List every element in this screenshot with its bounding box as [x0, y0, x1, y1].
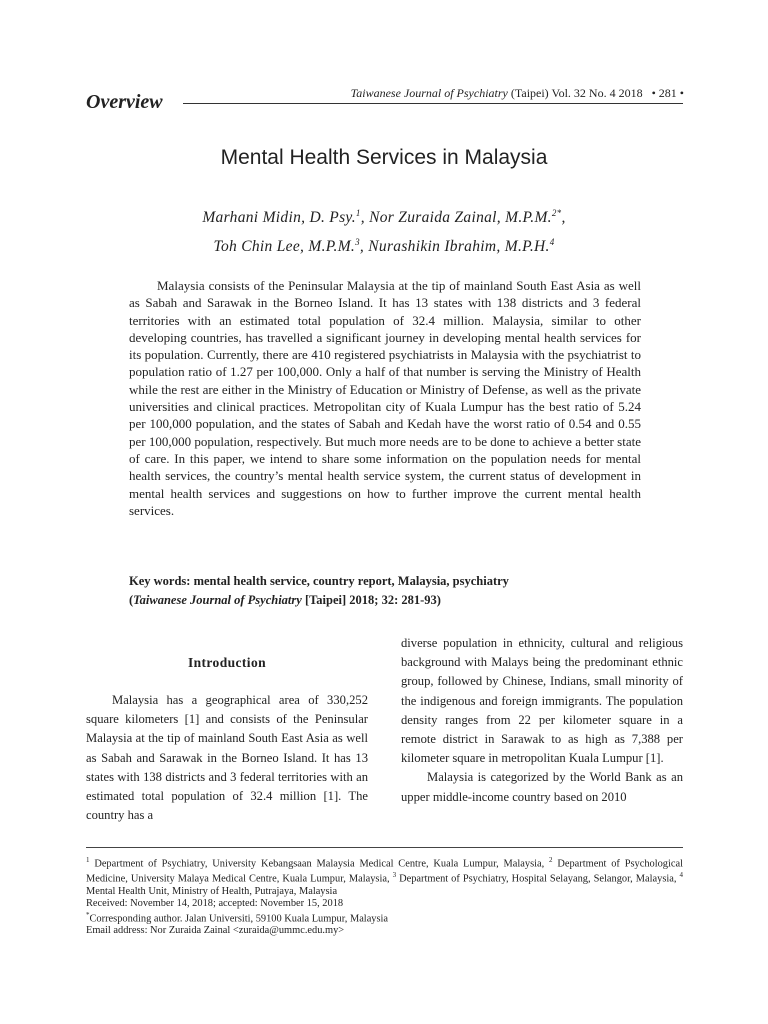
keywords: Key words: mental health service, country report, Malaysia, psychiatry [129, 574, 509, 588]
email-address: Email address: Nor Zuraida Zainal <zuraida@ummc.edu.my> [86, 924, 345, 936]
header-rule [183, 103, 683, 104]
affiliation-4: Mental Health Unit, Ministry of Health, Putrajaya, Malaysia [86, 885, 338, 897]
journal-header [351, 86, 684, 101]
abstract: Malaysia consists of the Peninsular Malaysia at the tip of mainland South East Asia as well as Sabah and Sarawak in the Borneo Island. It has 13 states with 138 districts and 3 federal territories with an estimated total population of 32.4 million. Malaysia, similar to other developing countries, has travelled a significant journey in developing mental health services for its population. Currently, there are 410 registered psychiatrists in Malaysia with the psychiatrist to population ratio of 1.27 per 100,000. Only a half of that number is serving the Ministry of Health while the rest are either in the Ministry of Education or Ministry of Defense, as well as the private universities and clinical practices. Metropolitan city of Kuala Lumpur has the best ratio of 5.24 per 100,000 population, and the states of Sabah and Kedah have the worst ratio of 0.54 and 0.55 per 100,000 population, respectively. But much more needs are to be done to achieve a better state of care. In this paper, we intend to share some information on the population needs for mental health services, the country’s mental health service system, the current status of development in mental health services and suggestions on how to further improve the current mental health services. [129, 278, 641, 518]
corresponding-text: Corresponding author. Jalan Universiti, 59100 Kuala Lumpur, Malaysia [89, 913, 389, 925]
section-label: Overview [86, 91, 163, 113]
author-affiliation-mark: 4 [549, 237, 555, 248]
footnote-mark: 2 [549, 856, 553, 864]
corresponding-author [86, 910, 683, 925]
affiliation-1: Department of Psychiatry, University Kebangsaan Malaysia Medical Centre, Kuala Lumpur, Malaysia, [89, 858, 550, 870]
author-affiliation-mark: 3 [355, 237, 360, 248]
journal-details: (Taipei) Vol. 32 No. 4 2018 [510, 86, 643, 100]
footnote-rule [86, 847, 683, 848]
citation-open: ( [129, 593, 134, 607]
author-list [0, 201, 768, 259]
author-affiliation-mark: 1 [355, 208, 361, 218]
footnote-mark: 1 [86, 856, 90, 864]
citation-details: [Taipei] 2018; 32: 281-93) [301, 593, 441, 607]
footnotes [86, 855, 683, 937]
footnote-mark: * [86, 910, 90, 919]
left-column [86, 655, 368, 825]
author-separator: , [360, 209, 370, 227]
affiliations-footnote [86, 855, 683, 898]
body-paragraph: Malaysia is categorized by the World Bank as an upper middle-income country based on 2010 [401, 770, 683, 804]
author-separator: , [359, 238, 369, 256]
intro-paragraph: Malaysia has a geographical area of 330,252 square kilometers [1] and consists of the Peninsular Malaysia at the tip of mainland South East Asia as well as Sabah and Sarawak in the Borneo Island. It has 13 states with 138 districts and 3 federal territories with an estimated total population of 32.4 million [1]. The country has a [86, 693, 368, 823]
affiliation-3: Department of Psychiatry, Hospital Selayang, Selangor, Malaysia, [396, 873, 680, 885]
author-name: Marhani Midin, D. Psy. [202, 209, 356, 227]
footnote-mark: 4 [679, 871, 683, 880]
footnote-mark: 3 [392, 871, 397, 880]
body-paragraph: diverse population in ethnicity, cultural and religious background with Malays being the predominant ethnic group, followed by Chinese, Indians, small minority of the indigenous and foreign immigrants. The population density ranges from 22 per kilometer square in a remote district in Sarawak to as high as 7,388 per kilometer square in metropolitan Kuala Lumpur [1]. [401, 636, 683, 766]
affiliation-2: Department of Psychological Medicine, University Malaya Medical Centre, Kuala Lumpur, Malaysia, [86, 858, 683, 885]
keywords-block [129, 572, 649, 610]
author-line-2 [0, 230, 768, 259]
author-separator: , [561, 209, 566, 227]
page-number: • 281 • [651, 86, 684, 100]
author-affiliation-mark: 2* [551, 208, 562, 218]
author-name: Toh Chin Lee, M.P.M. [213, 238, 356, 256]
introduction-heading: Introduction [187, 655, 267, 670]
author-line-1 [0, 201, 768, 230]
author-name: Nor Zuraida Zainal, M.P.M. [369, 209, 552, 227]
citation [129, 591, 649, 610]
author-name: Nurashikin Ibrahim, M.P.H. [368, 238, 550, 256]
received-date: Received: November 14, 2018; accepted: November 15, 2018 [86, 897, 344, 909]
right-column [401, 634, 683, 807]
article-title: Mental Health Services in Malaysia [220, 146, 548, 169]
citation-journal: Taiwanese Journal of Psychiatry [133, 593, 302, 607]
journal-name: Taiwanese Journal of Psychiatry [350, 86, 508, 100]
